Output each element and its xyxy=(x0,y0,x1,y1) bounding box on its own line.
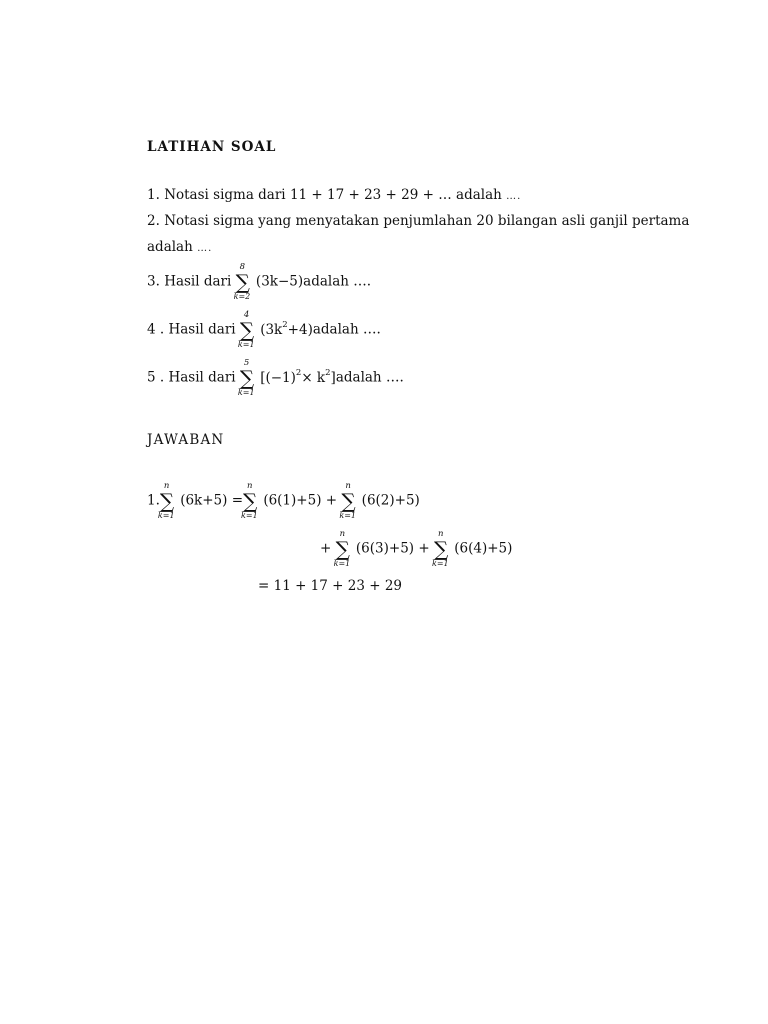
sigma-symbol: n ∑ k=1 xyxy=(339,481,357,520)
ellipsis: …. xyxy=(353,273,372,290)
term-2: (6(2)+5) xyxy=(361,492,420,509)
plus-sign: + xyxy=(320,540,332,557)
ellipsis: …. xyxy=(362,321,381,338)
sigma-symbol: n ∑ k=1 xyxy=(333,529,351,568)
math-sequence: 11 + 17 + 23 + 29 + … xyxy=(289,187,452,203)
sigma-symbol: n ∑ k=1 xyxy=(431,529,449,568)
question-3 xyxy=(147,262,371,302)
sigma-expression: $(3k^2+4)$ xyxy=(260,319,313,338)
sigma-expression: (6k+5) xyxy=(180,492,228,509)
sigma-symbol: 4 ∑ k=1 xyxy=(237,310,255,349)
question-text-after: adalah xyxy=(335,369,382,386)
question-number: 5 . xyxy=(147,369,165,386)
question-text: Notasi sigma yang menyatakan penjumlahan 20 bilangan asli ganjil pertama xyxy=(164,213,690,229)
question-number: 1. xyxy=(147,187,160,203)
question-number: 3. xyxy=(147,273,160,290)
question-text: Hasil dari xyxy=(168,369,236,386)
question-2-line-2 xyxy=(147,239,212,255)
plus-sign: + xyxy=(325,492,338,509)
question-text-after: adalah xyxy=(456,187,502,203)
question-text: Hasil dari xyxy=(164,273,232,290)
term-4: (6(4)+5) xyxy=(454,540,513,557)
sigma-symbol: 8 ∑ k=2 xyxy=(233,262,251,301)
question-1 xyxy=(147,187,521,203)
equals-sign: = xyxy=(231,492,244,509)
answer-line-1 xyxy=(147,481,420,521)
term-3: (6(3)+5) xyxy=(355,540,415,557)
answer-heading: JAWABAN xyxy=(147,432,225,448)
sigma-expression: $[(-1)^2\times k^2]$ xyxy=(260,367,336,386)
question-2-line-1 xyxy=(147,213,690,229)
answer-result: = 11 + 17 + 23 + 29 xyxy=(258,578,402,594)
sigma-symbol: 5 ∑ k=1 xyxy=(237,358,255,397)
answer-number: 1. xyxy=(147,492,160,509)
ellipsis: …. xyxy=(385,369,404,386)
term-1: (6(1)+5) xyxy=(263,492,322,509)
question-number: 4 . xyxy=(147,321,165,338)
page-title: LATIHAN SOAL xyxy=(147,139,277,155)
question-text: adalah xyxy=(147,239,193,255)
question-text-after: adalah xyxy=(303,273,349,290)
answer-line-2 xyxy=(320,529,512,569)
question-number: 2. xyxy=(147,213,160,229)
sigma-symbol: n ∑ k=1 xyxy=(157,481,175,520)
question-5 xyxy=(147,358,404,398)
question-4 xyxy=(147,310,381,350)
question-text-after: adalah xyxy=(312,321,359,338)
question-text: Notasi sigma dari xyxy=(164,187,286,203)
sigma-expression: (3k−5) xyxy=(255,273,304,290)
sigma-symbol: n ∑ k=1 xyxy=(241,481,258,520)
ellipsis: …. xyxy=(506,191,522,202)
ellipsis: …. xyxy=(197,243,213,254)
question-text: Hasil dari xyxy=(168,321,236,338)
plus-sign: + xyxy=(418,540,430,557)
